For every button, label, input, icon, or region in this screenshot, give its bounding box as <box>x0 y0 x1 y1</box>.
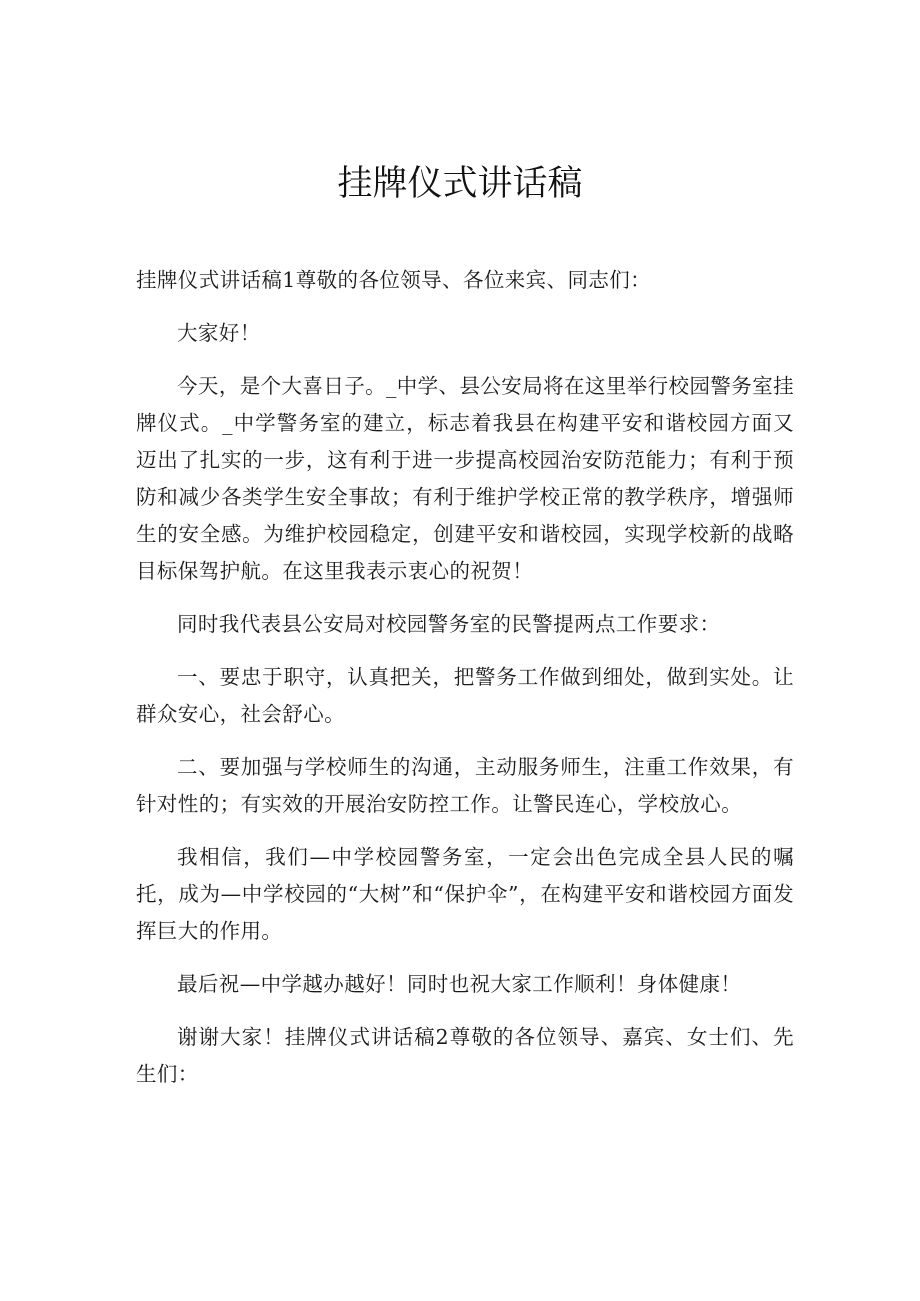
paragraph-opening: 今天，是个大喜日子。_中学、县公安局将在这里举行校园警务室挂牌仪式。_中学警务室的建立，标志着我县在构建平安和谐校园方面又迈出了扎实的一步，这有利于进一步提高校园治安防范能力；有利于预防和减少各类学生安全事故；有利于维护学校正常的教学秩序，增强师生的安全感。为维护校园稳定，创建平安和谐校园，实现学校新的战略目标保驾护航。在这里我表示衷心的祝贺！ <box>136 374 794 583</box>
paragraph-wishes: 最后祝—中学越办越好！同时也祝大家工作顺利！身体健康！ <box>177 972 742 996</box>
paragraph-requirement-one: 一、要忠于职守，认真把关，把警务工作做到细处，做到实处。让群众安心，社会舒心。 <box>136 665 794 726</box>
document-title: 挂牌仪式讲话稿 <box>337 164 583 204</box>
document-body <box>136 262 794 1093</box>
paragraph-salutation: 挂牌仪式讲话稿1尊敬的各位领导、各位来宾、同志们： <box>136 268 652 292</box>
paragraph-greeting: 大家好！ <box>177 321 261 345</box>
paragraph-thanks: 谢谢大家！挂牌仪式讲话稿2尊敬的各位领导、嘉宾、女士们、先生们： <box>136 1025 794 1086</box>
paragraph-requirement-two: 二、要加强与学校师生的沟通，主动服务师生，注重工作效果，有针对性的；有实效的开展治安防控工作。让警民连心，学校放心。 <box>136 755 794 816</box>
paragraph-requirements-intro: 同时我代表县公安局对校园警务室的民警提两点工作要求： <box>177 612 721 636</box>
paragraph-belief: 我相信，我们—中学校园警务室，一定会出色完成全县人民的嘱托，成为—中学校园的“大树”和“保护伞”，在构建平安和谐校园方面发挥巨大的作用。 <box>136 845 794 943</box>
